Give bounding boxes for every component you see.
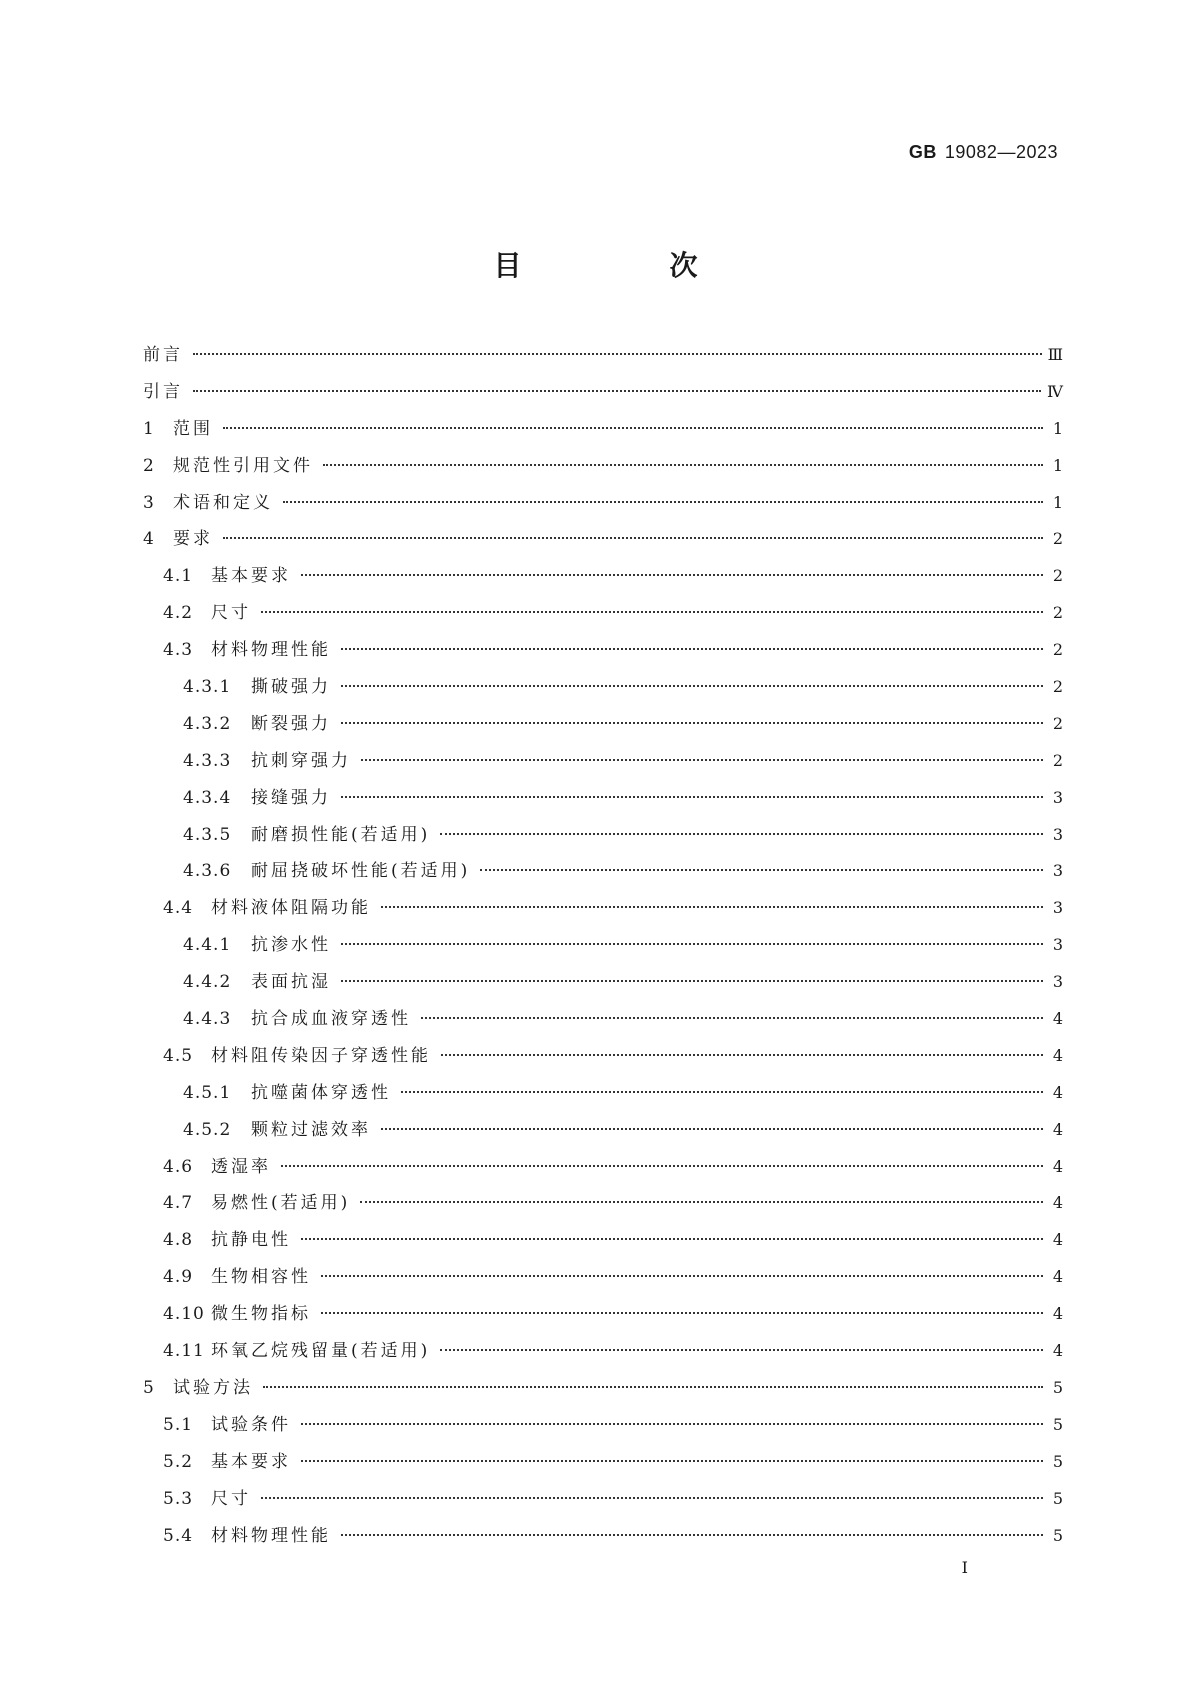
dot-leader (381, 1128, 1043, 1130)
toc-entry-page: 3 (1052, 824, 1063, 844)
toc-entry-number: 4.5.1 (183, 1082, 232, 1103)
toc-entry-page: 3 (1052, 787, 1063, 807)
toc-entry[interactable] (143, 340, 1063, 377)
toc-entry[interactable] (143, 488, 1063, 525)
toc-entry[interactable] (143, 1336, 1063, 1373)
toc-heading: 目 次 (493, 249, 758, 282)
toc-entry-title: 抗噬菌体穿透性 (251, 1082, 391, 1103)
toc-entry-title: 要求 (173, 529, 213, 550)
dot-leader (360, 1201, 1043, 1203)
toc-entry[interactable] (143, 524, 1063, 561)
toc-entry-number: 4.4.2 (183, 972, 232, 993)
toc-entry-page: 4 (1052, 1156, 1063, 1176)
toc-entry[interactable] (143, 1115, 1063, 1152)
toc-entry-page: 2 (1052, 566, 1063, 586)
dot-leader (223, 537, 1043, 539)
toc-entry-title: 易燃性(若适用) (211, 1193, 351, 1214)
toc-entry-title: 范围 (173, 418, 213, 439)
toc-entry-title: 规范性引用文件 (173, 455, 313, 476)
toc-entry-page: 5 (1052, 1525, 1063, 1545)
toc-entry-number: 4.3.4 (183, 787, 232, 808)
toc-entry-title: 耐磨损性能(若适用) (251, 824, 431, 845)
toc-entry-number: 3 (143, 492, 155, 513)
toc-entry-page: 1 (1052, 455, 1063, 475)
toc-entry-number: 4.4 (163, 898, 194, 919)
toc-entry-title: 环氧乙烷残留量(若适用) (211, 1341, 431, 1362)
toc-entry[interactable] (143, 1078, 1063, 1115)
toc-entry-title: 颗粒过滤效率 (251, 1119, 371, 1140)
toc-entry[interactable] (143, 1004, 1063, 1041)
dot-leader (223, 427, 1043, 429)
toc-entry-number: 5.2 (163, 1451, 194, 1472)
toc-entry-title: 基本要求 (211, 1451, 291, 1472)
toc-entry-page: 3 (1052, 898, 1063, 918)
toc-entry-page: 4 (1052, 1119, 1063, 1139)
toc-entry-title: 抗静电性 (211, 1230, 291, 1251)
toc-entry-page: 2 (1052, 750, 1063, 770)
dot-leader (301, 1423, 1043, 1425)
dot-leader (341, 685, 1043, 687)
toc-entry[interactable] (143, 1373, 1063, 1410)
dot-leader (283, 501, 1043, 503)
dot-leader (401, 1091, 1043, 1093)
dot-leader (301, 1460, 1043, 1462)
toc-entry[interactable] (143, 1262, 1063, 1299)
dot-leader (321, 1312, 1043, 1314)
toc-entry-page: 4 (1052, 1230, 1063, 1250)
toc-entry-number: 4.4.1 (183, 935, 232, 956)
toc-entry[interactable] (143, 672, 1063, 709)
toc-entry-page: 4 (1052, 1304, 1063, 1324)
toc-entry-page: 3 (1052, 861, 1063, 881)
toc-entry-number: 1 (143, 418, 155, 439)
toc-entry-number: 4.10 (163, 1304, 205, 1325)
toc-entry-page: 4 (1052, 1193, 1063, 1213)
toc-entry-number: 4.3.1 (183, 677, 232, 698)
dot-leader (361, 759, 1043, 761)
dot-leader (301, 574, 1043, 576)
toc-entry-number: 4.11 (163, 1341, 205, 1362)
toc-entry-title: 基本要求 (211, 566, 291, 587)
toc-entry-page: 1 (1052, 492, 1063, 512)
dot-leader (441, 1054, 1043, 1056)
toc-entry-number: 4.3 (163, 640, 194, 661)
toc-entry-page: 3 (1052, 972, 1063, 992)
toc-entry-page: 4 (1052, 1082, 1063, 1102)
toc-entry-page: 4 (1052, 1341, 1063, 1361)
dot-leader (321, 1275, 1043, 1277)
toc-entry[interactable] (143, 1299, 1063, 1336)
toc-entry[interactable] (143, 820, 1063, 857)
toc-entry[interactable] (143, 1447, 1063, 1484)
dot-leader (263, 1386, 1043, 1388)
dot-leader (341, 648, 1043, 650)
toc-entry-page: 5 (1052, 1488, 1063, 1508)
toc-entry-number: 4.6 (163, 1156, 194, 1177)
dot-leader (261, 611, 1043, 613)
toc-entry-page: 2 (1052, 677, 1063, 697)
toc-entry-title: 抗刺穿强力 (251, 750, 351, 771)
toc-entry-title: 生物相容性 (211, 1267, 311, 1288)
toc-entry-number: 4.4.3 (183, 1009, 232, 1030)
toc-entry[interactable] (143, 1521, 1063, 1558)
toc-entry-page: 5 (1052, 1451, 1063, 1471)
toc-entry[interactable] (143, 414, 1063, 451)
dot-leader (341, 722, 1043, 724)
toc-entry-number: 4.3.6 (183, 861, 232, 882)
toc-entry[interactable] (143, 561, 1063, 598)
toc-entry-page: 4 (1052, 1045, 1063, 1065)
toc-entry-title: 术语和定义 (173, 492, 273, 513)
standard-number: 19082—2023 (944, 142, 1058, 162)
toc-entry-title: 抗合成血液穿透性 (251, 1009, 411, 1030)
dot-leader (440, 1349, 1043, 1351)
dot-leader (381, 906, 1043, 908)
table-of-contents (143, 340, 1063, 1557)
page-number: I (961, 1558, 968, 1577)
dot-leader (480, 869, 1043, 871)
toc-entry[interactable] (143, 1041, 1063, 1078)
toc-entry-page: 2 (1052, 713, 1063, 733)
toc-entry-title: 表面抗湿 (251, 972, 331, 993)
toc-entry[interactable] (143, 598, 1063, 635)
dot-leader (440, 833, 1043, 835)
toc-entry-page: 2 (1052, 603, 1063, 623)
toc-entry[interactable] (143, 635, 1063, 672)
dot-leader (301, 1238, 1043, 1240)
toc-entry[interactable] (143, 1188, 1063, 1225)
toc-entry-page: 1 (1052, 418, 1063, 438)
toc-entry[interactable] (143, 1410, 1063, 1447)
toc-entry[interactable] (143, 893, 1063, 930)
toc-entry-page: Ⅲ (1047, 345, 1063, 364)
toc-entry[interactable] (143, 746, 1063, 783)
toc-entry-title: 透湿率 (211, 1156, 271, 1177)
toc-entry-title: 试验条件 (211, 1414, 291, 1435)
toc-entry-number: 4.5 (163, 1045, 194, 1066)
toc-entry-title: 尺寸 (211, 603, 251, 624)
toc-entry-title: 材料物理性能 (211, 1525, 331, 1546)
toc-entry[interactable] (143, 967, 1063, 1004)
toc-entry[interactable] (143, 783, 1063, 820)
toc-entry[interactable] (143, 377, 1063, 414)
toc-entry-page: 2 (1052, 529, 1063, 549)
dot-leader (341, 943, 1043, 945)
toc-entry-title: 撕破强力 (251, 677, 331, 698)
toc-entry-number: 5.4 (163, 1525, 194, 1546)
toc-entry-title: 尺寸 (211, 1488, 251, 1509)
toc-entry-number: 5 (143, 1377, 155, 1398)
toc-entry-title: 前言 (143, 345, 183, 365)
toc-entry-number: 4.9 (163, 1267, 194, 1288)
standard-code (909, 142, 1058, 163)
toc-entry-title: 材料物理性能 (211, 640, 331, 661)
toc-entry-page: Ⅳ (1047, 381, 1063, 401)
toc-entry-number: 4.1 (163, 566, 194, 587)
toc-entry-page: 2 (1052, 640, 1063, 660)
dot-leader (193, 353, 1042, 355)
toc-entry-number: 4.2 (163, 603, 194, 624)
dot-leader (281, 1165, 1043, 1167)
toc-entry[interactable] (143, 1484, 1063, 1521)
toc-entry[interactable] (143, 709, 1063, 746)
toc-entry-number: 4.7 (163, 1193, 194, 1214)
dot-leader (341, 980, 1043, 982)
toc-entry-title: 接缝强力 (251, 787, 331, 808)
toc-entry-page: 5 (1052, 1414, 1063, 1434)
dot-leader (341, 1534, 1043, 1536)
toc-entry-number: 4.3.2 (183, 713, 232, 734)
dot-leader (261, 1497, 1043, 1499)
dot-leader (421, 1017, 1043, 1019)
toc-entry-title: 材料液体阻隔功能 (211, 898, 371, 919)
toc-entry[interactable] (143, 451, 1063, 488)
toc-entry[interactable] (143, 856, 1063, 893)
toc-entry-title: 试验方法 (173, 1377, 253, 1398)
toc-entry[interactable] (143, 930, 1063, 967)
toc-entry-page: 4 (1052, 1267, 1063, 1287)
toc-entry-number: 4.5.2 (183, 1119, 232, 1140)
toc-entry-number: 2 (143, 455, 155, 476)
toc-entry-title: 断裂强力 (251, 713, 331, 734)
toc-entry-title: 引言 (143, 381, 183, 402)
standard-prefix: GB (908, 142, 937, 162)
toc-entry[interactable] (143, 1225, 1063, 1262)
toc-entry-title: 耐屈挠破坏性能(若适用) (251, 861, 471, 882)
dot-leader (323, 464, 1043, 466)
toc-entry[interactable] (143, 1152, 1063, 1189)
toc-entry-number: 4.3.3 (183, 750, 232, 771)
toc-entry-page: 3 (1052, 935, 1063, 955)
toc-entry-number: 5.3 (163, 1488, 194, 1509)
dot-leader (341, 796, 1043, 798)
toc-entry-number: 4 (143, 529, 155, 550)
dot-leader (193, 390, 1041, 392)
toc-entry-title: 抗渗水性 (251, 935, 331, 956)
toc-entry-number: 4.3.5 (183, 824, 232, 845)
toc-entry-title: 材料阻传染因子穿透性能 (211, 1045, 431, 1066)
toc-entry-page: 4 (1052, 1009, 1063, 1029)
toc-entry-number: 5.1 (163, 1414, 194, 1435)
toc-entry-title: 微生物指标 (211, 1304, 311, 1325)
toc-entry-page: 5 (1052, 1377, 1063, 1397)
toc-entry-number: 4.8 (163, 1230, 194, 1251)
